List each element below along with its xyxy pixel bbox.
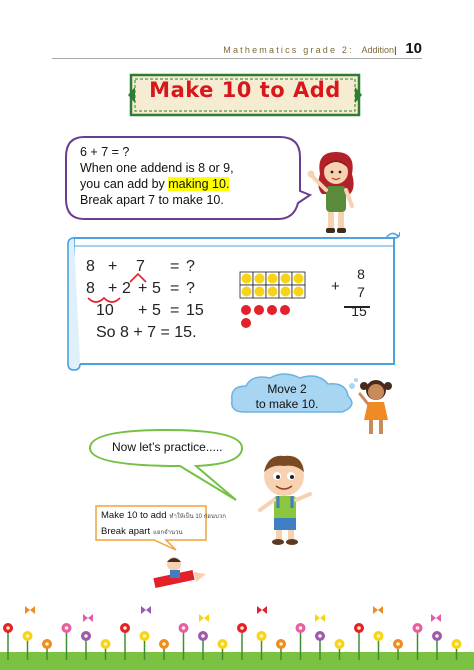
r1-b: 7	[136, 258, 145, 275]
flower-center	[299, 626, 303, 630]
practice-speech-bubble	[86, 426, 246, 504]
vertical-result: 15	[351, 303, 367, 319]
page-title: Make 10 to Add	[149, 78, 341, 102]
r3-op: +	[138, 302, 148, 319]
note-line-1	[101, 510, 226, 521]
flower-center	[65, 626, 69, 630]
r2-a: 8	[86, 280, 95, 297]
yellow-counter	[242, 274, 252, 284]
r2-d: ?	[186, 280, 195, 297]
butterfly-icon	[315, 614, 325, 622]
yellow-counter	[255, 274, 265, 284]
cloud-text	[242, 382, 332, 412]
header-topic: Addition	[361, 45, 395, 55]
flower-center	[240, 626, 244, 630]
flower-center	[396, 642, 400, 646]
intro-highlight: making 10.	[168, 177, 230, 191]
practice-text: Now let’s practice.....	[112, 440, 223, 454]
flower-center	[182, 626, 186, 630]
flower-center	[162, 642, 166, 646]
grass-strip	[0, 652, 474, 670]
girl-small-icon	[356, 378, 396, 440]
flower-center	[143, 634, 147, 638]
flower-border-icon	[0, 600, 474, 670]
butterfly-icon	[25, 606, 35, 614]
butterfly-icon	[257, 606, 267, 614]
flower-center	[45, 642, 49, 646]
yellow-counter	[255, 287, 265, 297]
yellow-counter	[268, 274, 278, 284]
header-subject: Mathematics grade 2:	[223, 45, 354, 55]
intro-line-3-prefix: you can add by	[80, 177, 169, 191]
r3-c: 15	[186, 302, 204, 319]
r1-op: +	[108, 258, 118, 275]
note-line-1-thai: ทำให้เป็น 10 ก่อนบวก	[169, 514, 226, 520]
vertical-top: 8	[357, 266, 365, 282]
flower-center	[6, 626, 10, 630]
boy-character-icon	[254, 450, 318, 546]
yellow-counter	[281, 287, 291, 297]
r2-b: 2	[122, 280, 131, 297]
butterfly-icon	[199, 614, 209, 622]
r3-a: 10	[96, 302, 114, 319]
intro-line-3	[80, 176, 234, 192]
yellow-counter	[281, 274, 291, 284]
r2-c: 5	[152, 280, 161, 297]
flower-center	[26, 634, 30, 638]
break-apart-marks	[86, 256, 226, 356]
butterfly-icon	[373, 606, 383, 614]
note-line-2	[101, 526, 183, 537]
r2-op1: +	[108, 280, 118, 297]
yellow-counter	[294, 287, 304, 297]
red-counter	[241, 305, 251, 315]
page-header	[223, 40, 422, 57]
flower-center	[201, 634, 205, 638]
header-rule	[52, 58, 422, 59]
intro-line-1: 6 + 7 = ?	[80, 145, 130, 159]
header-separator: |	[394, 45, 399, 55]
butterfly-icon	[141, 606, 151, 614]
intro-text	[80, 144, 234, 208]
flower-center	[123, 626, 127, 630]
flower-center	[338, 642, 342, 646]
yellow-counter	[242, 287, 252, 297]
butterfly-icon	[83, 614, 93, 622]
flower-center	[104, 642, 108, 646]
intro-line-4: Break apart 7 to make 10.	[80, 193, 224, 207]
r1-c: ?	[186, 258, 195, 275]
red-counter	[254, 305, 264, 315]
ten-frame	[238, 270, 322, 334]
r2-op2: +	[138, 280, 148, 297]
flower-center	[221, 642, 225, 646]
flower-center	[84, 634, 88, 638]
r4-summary: So 8 + 7 = 15.	[96, 324, 197, 341]
flower-center	[435, 634, 439, 638]
butterfly-icon	[431, 614, 441, 622]
yellow-counter	[268, 287, 278, 297]
r2-eq: =	[170, 280, 180, 297]
yellow-counter	[294, 274, 304, 284]
cloud-line-2: to make 10.	[255, 397, 319, 411]
red-counter	[280, 305, 290, 315]
intro-line-2: When one addend is 8 or 9,	[80, 161, 234, 175]
note-line-2-en: Break apart	[101, 526, 151, 537]
red-counter	[267, 305, 277, 315]
cloud-line-1: Move 2	[267, 382, 307, 396]
note-line-1-en: Make 10 to add	[101, 510, 167, 521]
flower-center	[318, 634, 322, 638]
flower-center	[377, 634, 381, 638]
r1-eq: =	[170, 258, 180, 275]
girl-character-icon	[306, 148, 366, 236]
vertical-plus: +	[331, 278, 340, 295]
pencil-kid-icon	[148, 554, 208, 592]
r3-b: 5	[152, 302, 161, 319]
note-line-2-thai: แยกจำนวน	[153, 530, 183, 536]
page-number: 10	[405, 40, 422, 57]
vertical-bottom: 7	[357, 284, 365, 300]
flower-center	[416, 626, 420, 630]
red-counter	[241, 318, 251, 328]
flower-center	[279, 642, 283, 646]
r1-a: 8	[86, 258, 95, 275]
flower-center	[455, 642, 459, 646]
flower-center	[260, 634, 264, 638]
r3-eq: =	[170, 302, 180, 319]
flower-center	[357, 626, 361, 630]
